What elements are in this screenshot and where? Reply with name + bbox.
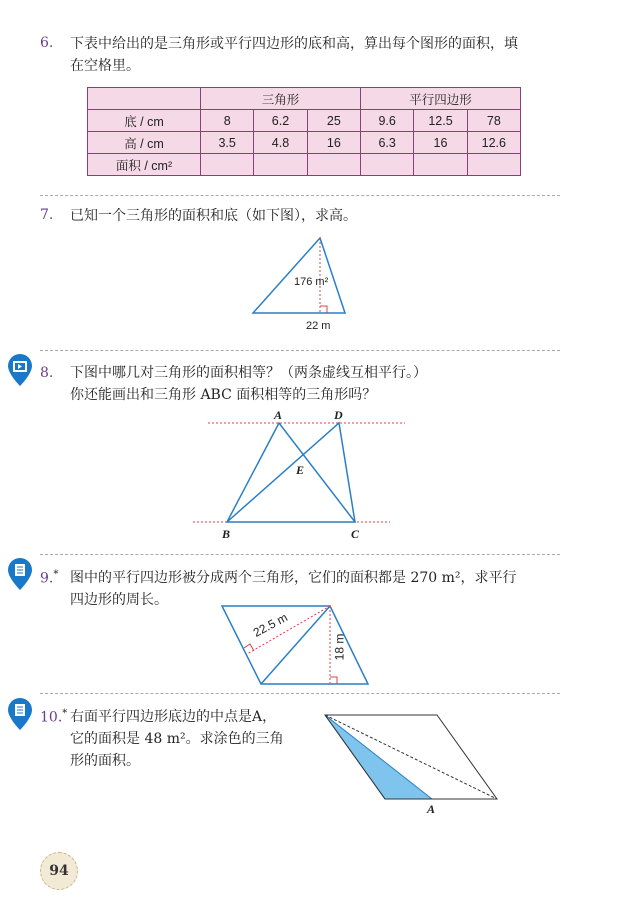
cell: 25 bbox=[307, 110, 360, 132]
q8-number: 8. bbox=[40, 365, 54, 381]
q9-text-line2: 四边形的周长。 bbox=[70, 592, 168, 608]
cell: 8 bbox=[201, 110, 254, 132]
cell: 3.5 bbox=[201, 132, 254, 154]
row-label: 面积 / cm² bbox=[88, 154, 201, 176]
height-label: 18 m bbox=[332, 633, 347, 661]
midpoint-a-label: A bbox=[427, 802, 436, 816]
point-d-label: D bbox=[334, 408, 343, 422]
q10-number: 10.* bbox=[40, 708, 68, 726]
table-header-parallelogram: 平行四边形 bbox=[361, 88, 521, 110]
q9-number: 9.* bbox=[40, 569, 59, 587]
cell: 12.6 bbox=[467, 132, 520, 154]
q6-text-line1: 下表中给出的是三角形或平行四边形的底和高，算出每个图形的面积，填 bbox=[70, 36, 518, 52]
q10-text-line1: 右面平行四边形底边的中点是A， bbox=[70, 709, 277, 725]
cell: 16 bbox=[307, 132, 360, 154]
divider bbox=[40, 350, 560, 351]
q7-text: 已知一个三角形的面积和底（如下图），求高。 bbox=[70, 208, 357, 224]
page-number: 94 bbox=[40, 852, 78, 890]
q10-parallelogram-figure bbox=[325, 715, 497, 799]
q8-text-line1: 下图中哪几对三角形的面积相等？（两条虚线互相平行。） bbox=[70, 365, 427, 381]
cell: 78 bbox=[467, 110, 520, 132]
q6-text-line2: 在空格里。 bbox=[70, 58, 140, 74]
point-c-label: C bbox=[351, 527, 360, 541]
cell: 4.8 bbox=[254, 132, 307, 154]
point-e-label: E bbox=[296, 463, 305, 477]
divider bbox=[40, 554, 560, 555]
document-resource-icon[interactable] bbox=[6, 696, 34, 732]
row-label: 高 / cm bbox=[88, 132, 201, 154]
row-label: 底 / cm bbox=[88, 110, 201, 132]
point-b-label: B bbox=[222, 527, 231, 541]
q8-text-line2: 你还能画出和三角形 ABC 面积相等的三角形吗？ bbox=[70, 387, 377, 403]
base-label: 22 m bbox=[306, 320, 331, 332]
table-header-triangle: 三角形 bbox=[201, 88, 361, 110]
cell: 6.2 bbox=[254, 110, 307, 132]
q6-number: 6. bbox=[40, 35, 54, 51]
area-label: 176 m² bbox=[294, 276, 329, 288]
video-resource-icon[interactable] bbox=[6, 352, 34, 388]
q10-text-line2: 它的面积是 48 m²。求涂色的三角 bbox=[70, 731, 284, 747]
q7-number: 7. bbox=[40, 207, 54, 223]
cell: 6.3 bbox=[361, 132, 414, 154]
document-resource-icon[interactable] bbox=[6, 556, 34, 592]
cell: 9.6 bbox=[361, 110, 414, 132]
slant-height-label: 22.5 m bbox=[250, 610, 290, 640]
q9-text-line1: 图中的平行四边形被分成两个三角形，它们的面积都是 270 m²，求平行 bbox=[70, 570, 517, 586]
cell: 16 bbox=[414, 132, 467, 154]
point-a-label: A bbox=[274, 408, 283, 422]
cell: 12.5 bbox=[414, 110, 467, 132]
q10-text-line3: 形的面积。 bbox=[70, 753, 140, 769]
divider bbox=[40, 693, 560, 694]
